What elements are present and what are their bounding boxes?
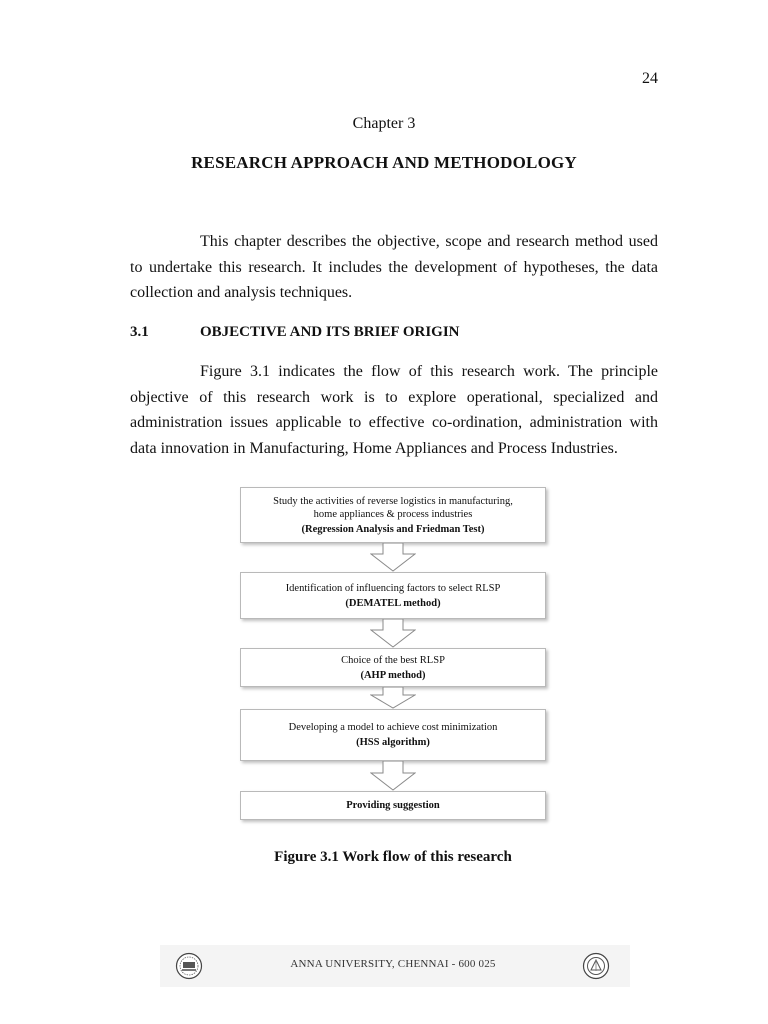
section-heading [130,324,460,341]
flow-step-text: Providing suggestion [346,800,440,811]
intro-paragraph: This chapter describes the objective, scope and research method used to undertake this research. It includes the development of hypotheses, the data collection and analysis techniques. [130,233,658,301]
flow-step-text: Choice of the best RLSP [341,654,445,666]
figure-caption: Figure 3.1 Work flow of this research [274,849,512,865]
chapter-label: Chapter 3 [352,115,416,132]
flow-step-suggestion [240,791,546,820]
down-arrow-icon [370,761,416,791]
flow-step-method: (AHP method) [360,669,426,681]
objective-paragraph: Figure 3.1 indicates the flow of this research work. The principle objective of this research work is to explore operational, specialized and administration issues applicable to effective co-ordination, administration with data innovation in Manufacturing, Home Appliances and Process Industries. [130,363,658,457]
flow-step-choice-rlsp [240,648,546,687]
seal-emblem-icon [582,952,610,980]
flow-step-study-activities [240,487,546,543]
flow-step-method: (HSS algorithm) [356,737,430,748]
section-title: OBJECTIVE AND ITS BRIEF ORIGIN [200,324,460,340]
down-arrow-icon [370,543,416,572]
flow-step-text: Developing a model to achieve cost minimization [288,722,498,733]
down-arrow-icon [370,619,416,648]
down-arrow-icon [370,687,416,709]
footer-text: ANNA UNIVERSITY, CHENNAI - 600 025 [290,958,496,970]
flow-step-identify-factors [240,572,546,619]
chapter-title: RESEARCH APPROACH AND METHODOLOGY [191,153,577,172]
page-number: 24 [642,70,658,87]
flow-step-cost-model [240,709,546,761]
section-number: 3.1 [130,324,149,340]
flow-step-method: (DEMATEL method) [345,597,441,609]
flow-step-text: Identification of influencing factors to select RLSP [285,582,501,594]
flow-step-method: (Regression Analysis and Friedman Test) [301,523,485,535]
flow-step-text: Study the activities of reverse logistics in manufacturing, [273,495,513,507]
flow-step-text: home appliances & process industries [313,508,473,520]
